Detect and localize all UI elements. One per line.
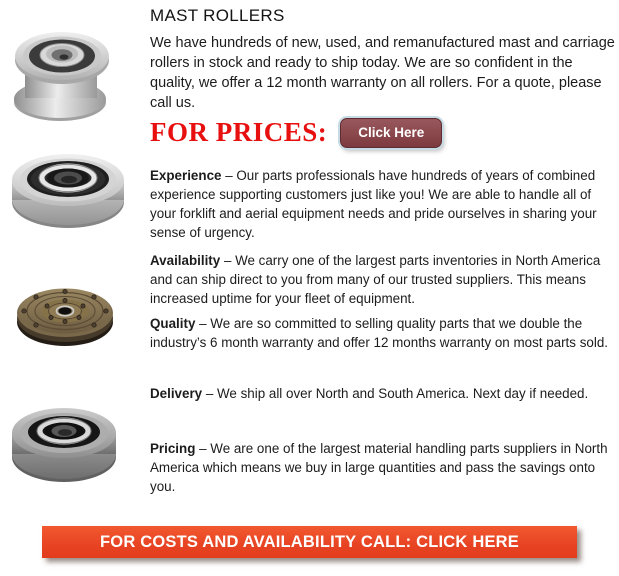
experience-section [150,166,612,242]
roller-illustration-1 [12,12,112,122]
intro-paragraph: We have hundreds of new, used, and remanufactured mast and carriage rollers in stock and ready to ship today. We are so confident in the quality, we offer a 12 month warranty on all rollers. For a quote, please call us. [150,35,615,111]
delivery-text: – We ship all over North and South America. Next day if needed. [205,386,589,401]
roller-illustration-2 [10,148,126,230]
click-here-button[interactable]: Click Here [340,118,442,148]
delivery-label: Delivery [150,386,203,401]
roller-illustration-3 [16,274,114,348]
grooved-flanged-mast-roller-photo [12,12,112,122]
bronze-riveted-pulley-roller-photo [16,274,114,348]
quality-label: Quality [150,316,196,331]
roller-illustration-4 [10,404,118,484]
pricing-text: – We are one of the largest material handling parts suppliers in North America which means we buy in large quantities and pass the savings onto you. [150,441,608,494]
for-prices-row [150,117,442,148]
flat-bearing-mast-roller-photo [10,148,126,230]
steel-bearing-carriage-roller-photo [10,404,118,484]
experience-text: – Our parts professionals have hundreds of years of combined experience supporting customers just like you! We are able to handle all of your forklift and aerial equipment needs and pride ourselves in sharing your sense of urgency. [150,168,597,240]
costs-availability-banner-label: FOR COSTS AND AVAILABILITY CALL: CLICK HERE [100,532,519,551]
page-title: MAST ROLLERS [150,6,285,25]
costs-availability-banner[interactable] [42,526,577,558]
availability-label: Availability [150,253,221,268]
pricing-label: Pricing [150,441,196,456]
for-prices-label: FOR PRICES: [150,117,328,147]
availability-section [150,251,612,308]
pricing-section [150,439,612,496]
quality-text: – We are so committed to selling quality parts that we double the industry’s 6 month warranty and offer 12 months warranty on most parts sold. [150,316,608,350]
experience-label: Experience [150,168,222,183]
delivery-section [150,384,612,403]
availability-text: – We carry one of the largest parts inventories in North America and can ship direct to you from many of our trusted suppliers. This means increased uptime for your fleet of equipment. [150,253,601,306]
quality-section [150,314,612,352]
